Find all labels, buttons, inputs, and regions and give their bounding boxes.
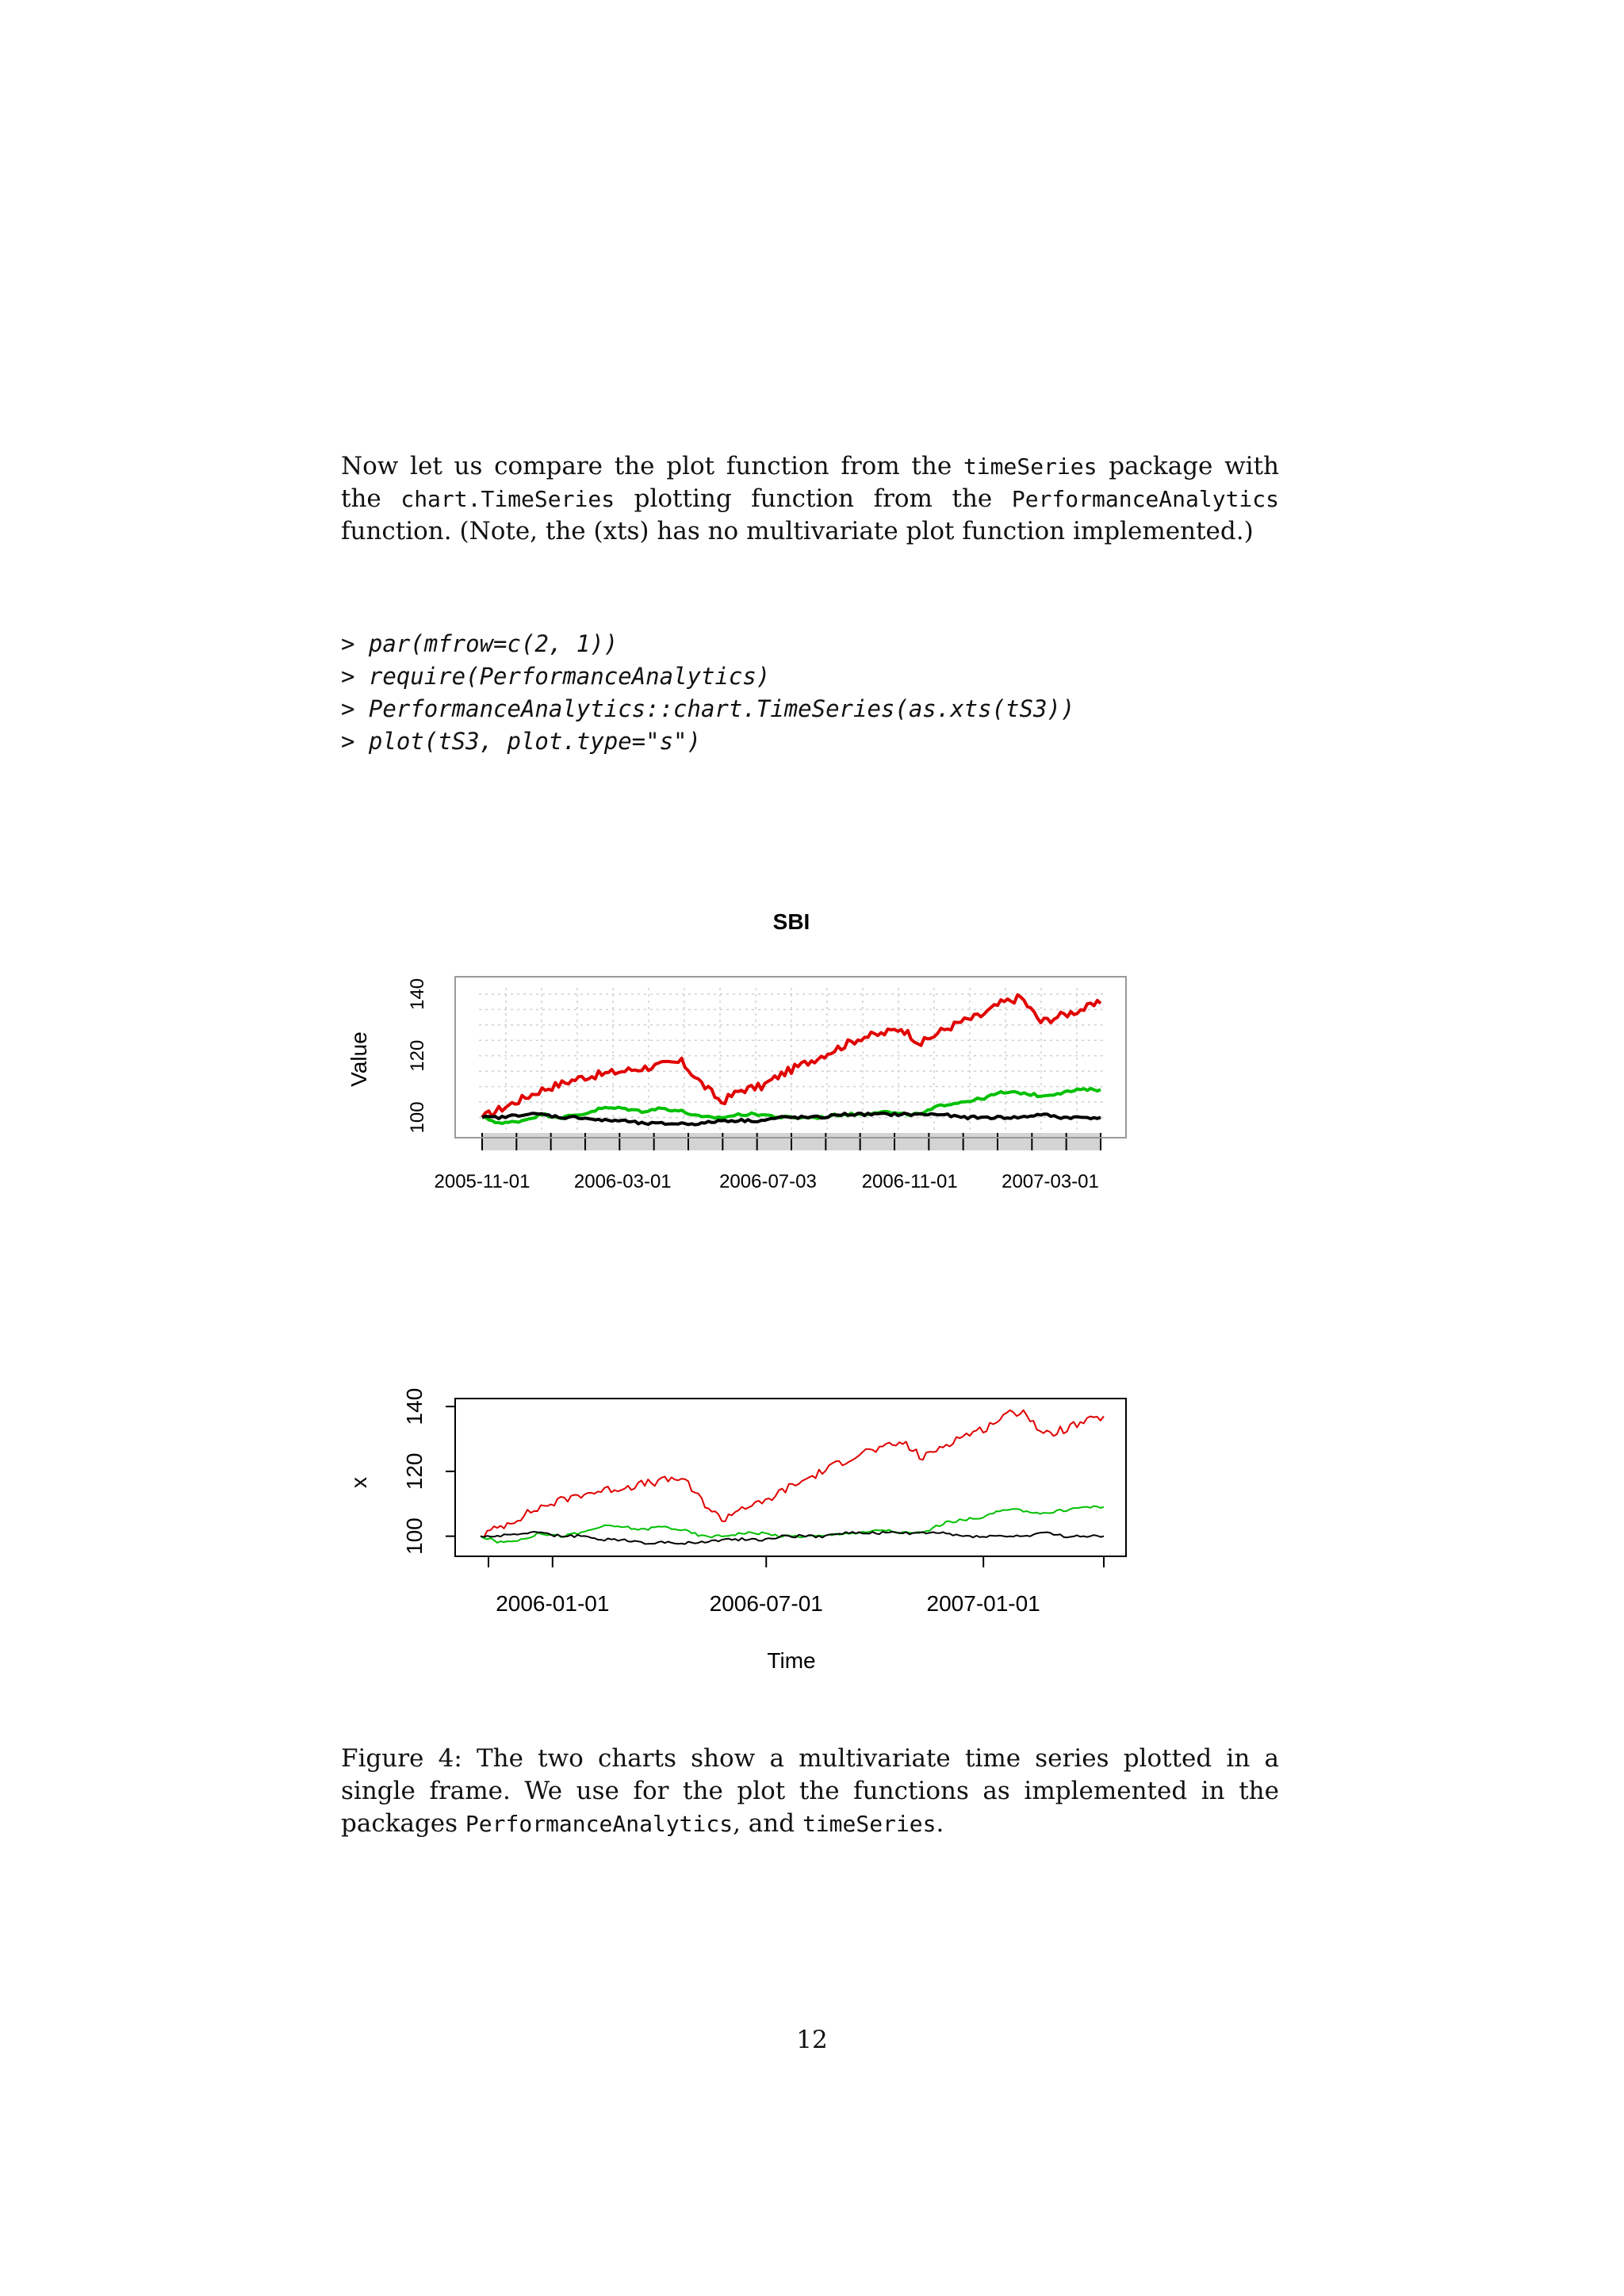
y-tick-label: 120	[402, 1452, 427, 1490]
code-line: > require(PerformanceAnalytics)	[341, 663, 771, 690]
y-tick-label: 140	[407, 978, 428, 1010]
code-line: > plot(tS3, plot.type="s")	[341, 728, 701, 755]
y-axis-label: Value	[347, 1031, 371, 1087]
series-line	[481, 1410, 1104, 1538]
code-line: > par(mfrow=c(2, 1))	[341, 630, 619, 657]
y-tick-labels	[407, 978, 428, 1134]
y-axis-label: x	[347, 1477, 371, 1488]
caption-code-timeseries: timeSeries	[802, 1811, 936, 1837]
intro-code-timeseries: timeSeries	[963, 453, 1097, 480]
y-axis	[402, 1388, 455, 1555]
x-tick-label: 2007-01-01	[926, 1591, 1040, 1616]
x-tick-label: 2006-01-01	[496, 1591, 610, 1616]
intro-paragraph	[341, 450, 1279, 548]
code-block	[341, 628, 1074, 758]
figure-caption	[341, 1743, 1279, 1840]
code-line: > PerformanceAnalytics::chart.TimeSeries(as.xts(tS3))	[341, 695, 1075, 722]
y-tick-label: 100	[402, 1517, 427, 1556]
intro-code-chart-timeseries: chart.TimeSeries	[400, 486, 615, 512]
caption-text-2: , and	[733, 1809, 802, 1838]
y-tick-label: 120	[407, 1039, 428, 1072]
x-axis-label: Time	[767, 1648, 816, 1673]
plot-frame	[455, 1399, 1126, 1556]
timeseries-chart	[0, 1364, 1624, 1681]
performanceanalytics-chart	[0, 888, 1624, 1221]
caption-code-performanceanalytics: PerformanceAnalytics	[465, 1811, 733, 1837]
x-tick-label: 2006-11-01	[861, 1171, 958, 1192]
caption-text-3: .	[936, 1809, 944, 1838]
x-tick-label: 2006-03-01	[573, 1171, 672, 1192]
intro-text-3: plotting function from the	[615, 484, 1012, 513]
caption-text-1: Figure 4: The two charts show a multivariate time series plotted in a single frame. We use for the plot the functions as implemented in the packages	[341, 1744, 1279, 1838]
series-lines	[481, 1410, 1104, 1544]
x-tick-label: 2006-07-01	[709, 1591, 823, 1616]
y-tick-label: 100	[407, 1101, 428, 1134]
intro-text-2: package with the	[341, 452, 1279, 513]
x-axis	[488, 1556, 1104, 1616]
page-number: 12	[796, 2026, 828, 2054]
chart-title: SBI	[772, 909, 810, 934]
x-tick-label: 2006-07-03	[719, 1171, 817, 1192]
date-band	[482, 1133, 1101, 1150]
grid	[479, 988, 1104, 1133]
intro-code-performanceanalytics: PerformanceAnalytics	[1011, 486, 1280, 512]
intro-text-1: Now let us compare the plot function from the	[341, 452, 963, 480]
x-tick-labels	[435, 1171, 1099, 1192]
intro-text-4: function. (Note, the (xts) has no multivariate plot function implemented.)	[341, 517, 1254, 545]
x-tick-label: 2005-11-01	[434, 1171, 530, 1192]
y-tick-label: 140	[402, 1387, 427, 1425]
x-tick-label: 2007-03-01	[1002, 1171, 1099, 1192]
